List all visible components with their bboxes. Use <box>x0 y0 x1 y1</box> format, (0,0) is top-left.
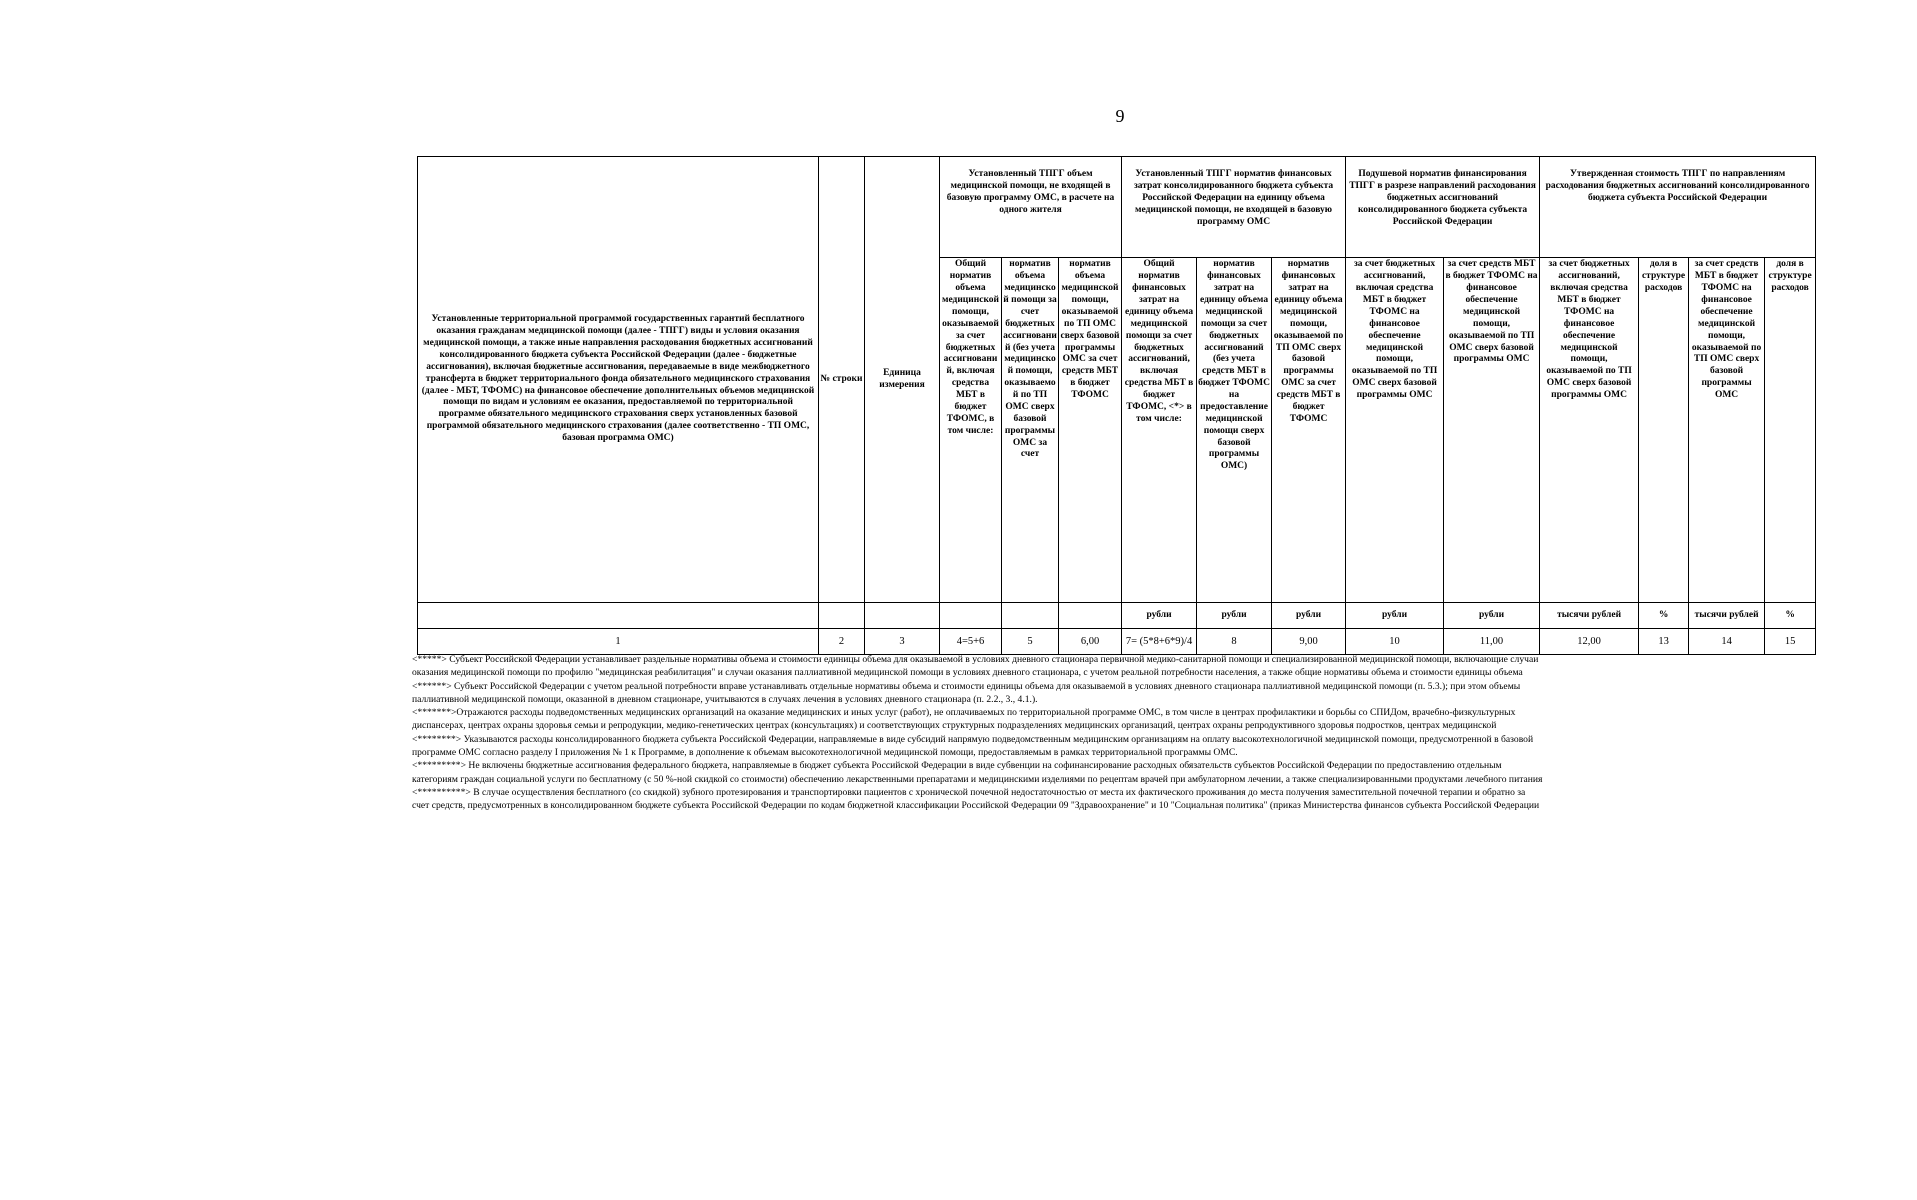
unit-cell: рубли <box>1444 603 1540 629</box>
financing-table <box>417 156 1816 655</box>
column-number: 3 <box>865 629 940 655</box>
footnote-line: программе ОМС согласно разделу I приложения № 1 к Программе, в дополнение к объемам высокотехнологичной медицинской помощи, предоставляемым в рамках территориальной программы ОМС. <box>412 747 1238 759</box>
column-number: 1 <box>418 629 819 655</box>
units-row <box>418 603 1816 629</box>
page-number: 9 <box>1115 106 1125 126</box>
header-unit: Единица измерения <box>865 157 940 603</box>
footnote-line: <*******>Отражаются расходы подведомственных медицинских организаций на оказание медицинских и иных услуг (работ), не оплачиваемых по территориальной программе ОМС, в том числе в центрах профилактики и борьбы со СПИДом, врачебно-физкультурных <box>412 707 1516 719</box>
header-sub-col-8: норматив финансовых затрат на единицу объема медицинской помощи за счет бюджетных ассигнований (без учета средств МБТ в бюджет ТФОМС на предоставление медицинской помощи сверх базовой программы ОМС) <box>1197 258 1272 603</box>
header-group-percapita: Подушевой норматив финансирования ТПГГ в разрезе направлений расходования бюджетных ассигнований консолидированного бюджета субъекта Российской Федерации <box>1346 157 1540 258</box>
header-sub-col-14: за счет средств МБТ в бюджет ТФОМС на финансовое обеспечение медицинской помощи, оказываемой по ТП ОМС сверх базовой программы ОМС <box>1689 258 1765 603</box>
footnote-line: <*****> Субъект Российской Федерации устанавливает раздельные нормативы объема и стоимости единицы объема для оказываемой в условиях дневного стационара первичной медико-санитарной помощи и специализированной медицинской помощи, включающие случаи <box>412 654 1539 665</box>
unit-cell <box>940 603 1002 629</box>
footnote-line: <**********> В случае осуществления бесплатного (со скидкой) зубного протезирования и транспортировки пациентов с хронической почечной недостаточностью от места их фактического проживания до места получения заместительной почечной терапии и обратно за <box>412 786 1526 798</box>
header-sub-col-10: за счет бюджетных ассигнований, включая средства МБТ в бюджет ТФОМС на финансовое обеспечение медицинской помощи, оказываемой по ТП ОМС сверх базовой программы ОМС <box>1346 258 1444 603</box>
header-description: Установленные территориальной программой государственных гарантий бесплатного оказания гражданам медицинской помощи (далее - ТПГГ) виды и условия оказания медицинской помощи, а также иные направления расходования бюджетных ассигнований консолидированного бюджета субъекта Российской Федерации (далее - бюджетные ассигнования), включая бюджетные ассигнования, передаваемые в виде межбюджетного трансферта в бюджет территориального фонда обязательного медицинского страхования (далее - МБТ, ТФОМС) на финансовое обеспечение дополнительных объемов медицинской помощи по видам и условиям ее оказания, предоставляемой по территориальной программе обязательного медицинского страхования сверх установленных базовой программой обязательного медицинского страхования (далее соответственно - ТП ОМС, базовая программа ОМС) <box>418 157 819 603</box>
header-sub-col-5: норматив объема медицинской помощи за счет бюджетных ассигнований (без учета медицинской помощи, оказываемой по ТП ОМС сверх базовой программы ОМС за счет <box>1002 258 1059 603</box>
column-number: 2 <box>819 629 865 655</box>
footnote-line: оказания медицинской помощи по профилю "медицинская реабилитация" и случаи оказания паллиативной медицинской помощи в условиях дневного стационара, с учетом реальной потребности населения, а также общие нормативы объема и стоимости единицы объема <box>412 667 1523 679</box>
unit-cell <box>418 603 819 629</box>
column-number: 12,00 <box>1540 629 1639 655</box>
unit-cell: тысячи рублей <box>1540 603 1639 629</box>
column-number: 10 <box>1346 629 1444 655</box>
header-sub-col-11: за счет средств МБТ в бюджет ТФОМС на финансовое обеспечение медицинской помощи, оказываемой по ТП ОМС сверх базовой программы ОМС <box>1444 258 1540 603</box>
unit-cell: рубли <box>1272 603 1346 629</box>
unit-cell <box>865 603 940 629</box>
unit-cell <box>819 603 865 629</box>
footnote-line: <*********> Не включены бюджетные ассигнования федерального бюджета, направляемые в бюджет субъекта Российской Федерации в виде субвенции на софинансирование расходных обязательств субъектов Российской Федерации по предоставлению отдельным <box>412 760 1502 772</box>
column-number: 15 <box>1765 629 1816 655</box>
header-sub-col-12: за счет бюджетных ассигнований, включая средства МБТ в бюджет ТФОМС на финансовое обеспечение медицинской помощи, оказываемой по ТП ОМС сверх базовой программы ОМС <box>1540 258 1639 603</box>
footnote-line: диспансерах, центрах охраны здоровья семьи и репродукции, медико-генетических центрах (консультациях) и соответствующих структурных подразделениях медицинских организаций, центрах охраны репродуктивного здоровья подростков, центрах медицинской <box>412 720 1497 732</box>
column-number: 6,00 <box>1059 629 1122 655</box>
unit-cell: тысячи рублей <box>1689 603 1765 629</box>
column-number: 5 <box>1002 629 1059 655</box>
header-group-volume: Установленный ТПГГ объем медицинской помощи, не входящей в базовую программу ОМС, в расчете на одного жителя <box>940 157 1122 258</box>
footnote-line: категориям граждан социальной услуги по бесплатному (с 50 %-ной скидкой со стоимости) обеспечению лекарственными препаратами и медицинскими изделиями по рецептам врачей при амбулаторном лечении, а также специализированными продуктами лечебного питания <box>412 773 1543 785</box>
footnote-line: счет средств, предусмотренных в консолидированном бюджете субъекта Российской Федерации по кодам бюджетной классификации Российской Федерации 09 "Здравоохранение" и 10 "Социальная политика" (приказ Министерства финансов субъекта Российской Федерации <box>412 800 1540 812</box>
unit-cell <box>1002 603 1059 629</box>
header-sub-col-6: норматив объема медицинской помощи, оказываемой по ТП ОМС сверх базовой программы ОМС за счет средств МБТ в бюджет ТФОМС <box>1059 258 1122 603</box>
column-numbers-row <box>418 629 1816 655</box>
column-number: 11,00 <box>1444 629 1540 655</box>
header-group-norm: Установленный ТПГГ норматив финансовых затрат консолидированного бюджета субъекта Российской Федерации на единицу объема медицинской помощи, не входящей в базовую программу ОМС <box>1122 157 1346 258</box>
column-number: 8 <box>1197 629 1272 655</box>
unit-cell: % <box>1765 603 1816 629</box>
header-sub-col-9: норматив финансовых затрат на единицу объема медицинской помощи, оказываемой по ТП ОМС сверх базовой программы ОМС за счет средств МБТ в бюджет ТФОМС <box>1272 258 1346 603</box>
unit-cell: рубли <box>1122 603 1197 629</box>
column-number: 14 <box>1689 629 1765 655</box>
unit-cell: % <box>1639 603 1689 629</box>
unit-cell <box>1059 603 1122 629</box>
footnote-line: <******> Субъект Российской Федерации с учетом реальной потребности вправе устанавливать отдельные нормативы объема и стоимости единицы объема для оказываемой в условиях дневного стационара паллиативной медицинской помощи (п. 5.3.); при этом объемы <box>412 680 1521 692</box>
header-sub-col-7: Общий норматив финансовых затрат на единицу объема медицинской помощи за счет бюджетных ассигнований, включая средства МБТ в бюджет ТФОМС, <*> в том числе: <box>1122 258 1197 603</box>
header-group-cost: Утвержденная стоимость ТПГГ по направлениям расходования бюджетных ассигнований консолидированного бюджета субъекта Российской Федерации <box>1540 157 1816 258</box>
header-row-number: № строки <box>819 157 865 603</box>
footnotes <box>412 653 1822 813</box>
unit-cell: рубли <box>1346 603 1444 629</box>
column-number: 4=5+6 <box>940 629 1002 655</box>
unit-cell: рубли <box>1197 603 1272 629</box>
column-number: 7= (5*8+6*9)/4 <box>1122 629 1197 655</box>
header-sub-col-4: Общий норматив объема медицинской помощи, оказываемой за счет бюджетных ассигнований, включая средства МБТ в бюджет ТФОМС, в том числе: <box>940 258 1002 603</box>
footnote-line: <********> Указываются расходы консолидированного бюджета субъекта Российской Федерации, направляемые в виде субсидий напрямую подведомственным медицинским организациям на оплату высокотехнологичной медицинской помощи, предусмотренной в базовой <box>412 733 1534 745</box>
header-sub-col-15: доля в структуре расходов <box>1765 258 1816 603</box>
column-number: 13 <box>1639 629 1689 655</box>
footnote-line: паллиативной медицинской помощи, оказанной в дневном стационаре, учитываются в случаях лечения в условиях дневного стационара (п. 2.2., 3., 4.1.). <box>412 693 1038 705</box>
header-sub-col-13: доля в структуре расходов <box>1639 258 1689 603</box>
column-number: 9,00 <box>1272 629 1346 655</box>
